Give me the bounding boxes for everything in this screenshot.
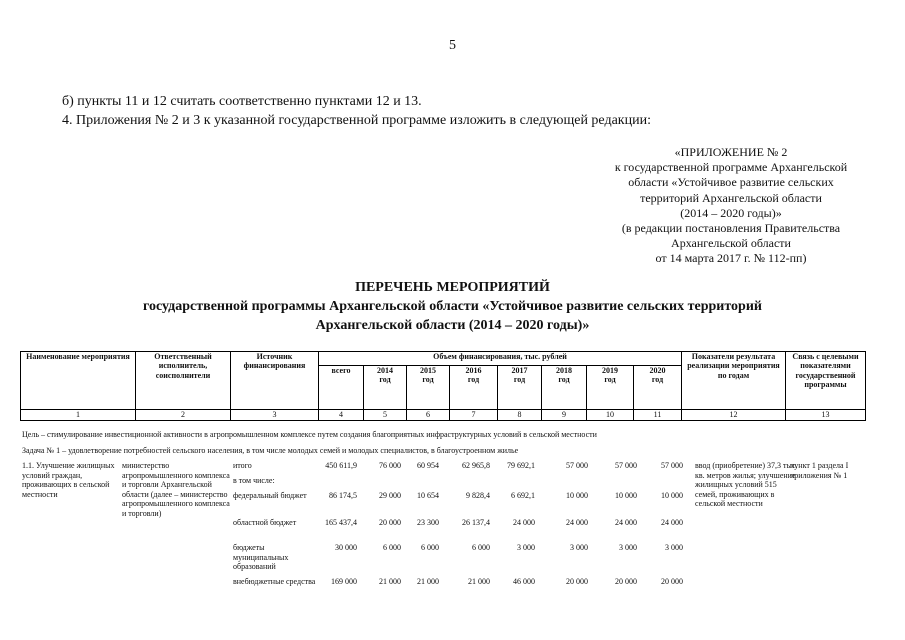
funding-source: в том числе: [233, 476, 275, 485]
funding-value: 169 000 [331, 577, 357, 586]
header-link: Связь с целевыми показателями государственной программы [786, 352, 866, 410]
funding-value: 20 000 [615, 577, 637, 586]
funding-value: 3 000 [517, 543, 535, 552]
funding-value: 10 654 [417, 491, 439, 500]
goal-line: Цель – стимулирование инвестиционной активности в агропромышленном комплексе путем создания благоприятных инфраструктурных условий в сельской местности [22, 430, 597, 439]
funding-value: 21 000 [379, 577, 401, 586]
appendix-line: «ПРИЛОЖЕНИЕ № 2 [674, 145, 788, 159]
appendix-line: от 14 марта 2017 г. № 112-пп) [655, 251, 807, 266]
paragraph-subitem-b: б) пункты 11 и 12 считать соответственно пунктами 12 и 13. [62, 94, 422, 109]
funding-value: 21 000 [468, 577, 490, 586]
column-number: 8 [498, 410, 542, 421]
column-number: 11 [634, 410, 682, 421]
funding-value: 21 000 [417, 577, 439, 586]
appendix-line: Архангельской области [671, 236, 791, 251]
header-source: Источник финансирования [231, 352, 319, 410]
column-number: 12 [682, 410, 786, 421]
funding-value: 24 000 [566, 518, 588, 527]
funding-value: 9 828,4 [466, 491, 490, 500]
column-number: 5 [364, 410, 407, 421]
funding-value: 57 000 [615, 461, 637, 470]
header-year: 2016 год [450, 366, 498, 410]
funding-value: 24 000 [661, 518, 683, 527]
funding-value: 57 000 [661, 461, 683, 470]
funding-value: 10 000 [566, 491, 588, 500]
funding-value: 3 000 [665, 543, 683, 552]
funding-value: 20 000 [379, 518, 401, 527]
funding-value: 24 000 [615, 518, 637, 527]
title-line: Архангельской области (2014 – 2020 годы)» [315, 318, 590, 333]
header-funding: Объем финансирования, тыс. рублей [319, 352, 682, 366]
task-line: Задача № 1 – удовлетворение потребностей сельского населения, в том числе молодых семей и молодых специалистов, в благоустроенном жилье [22, 446, 519, 455]
funding-value: 60 954 [417, 461, 439, 470]
header-year: 2019 год [587, 366, 634, 410]
funding-value: 57 000 [566, 461, 588, 470]
header-year: 2018 год [542, 366, 587, 410]
activities-table-header [20, 351, 866, 421]
appendix-line: (в редакции постановления Правительства [621, 221, 841, 236]
funding-value: 6 000 [472, 543, 490, 552]
title-line: ПЕРЕЧЕНЬ МЕРОПРИЯТИЙ [355, 280, 550, 295]
funding-row [22, 491, 722, 521]
column-number: 13 [786, 410, 866, 421]
column-number: 1 [21, 410, 136, 421]
funding-value: 76 000 [379, 461, 401, 470]
header-year: 2015 год [407, 366, 450, 410]
document-title [0, 278, 905, 335]
funding-value: 86 174,5 [329, 491, 357, 500]
funding-value: 26 137,4 [462, 518, 490, 527]
funding-value: 3 000 [619, 543, 637, 552]
funding-source: внебюджетные средства [233, 577, 316, 586]
funding-value: 20 000 [566, 577, 588, 586]
funding-source: федеральный бюджет [233, 491, 307, 500]
funding-value: 6 000 [383, 543, 401, 552]
funding-source: итого [233, 461, 252, 470]
funding-value: 46 000 [513, 577, 535, 586]
column-number: 3 [231, 410, 319, 421]
appendix-line: области «Устойчивое развитие сельских [628, 175, 834, 190]
funding-source: бюджеты муниципальных образований [233, 543, 289, 572]
appendix-line: (2014 – 2020 годы)» [680, 205, 782, 220]
funding-value: 24 000 [513, 518, 535, 527]
activity-name: 1.1. Улучшение жилищных условий граждан, проживающих в сельской местности [22, 461, 115, 499]
column-number: 2 [136, 410, 231, 421]
page-number: 5 [449, 38, 456, 53]
header-responsible: Ответственный исполнитель, соисполнители [136, 352, 231, 410]
appendix-line: к государственной программе Архангельской [614, 160, 848, 175]
appendix-line: территорий Архангельской области [640, 190, 822, 205]
paragraph-item-4: 4. Приложения № 2 и 3 к указанной государственной программе изложить в следующей редакции: [62, 113, 651, 128]
funding-source: областной бюджет [233, 518, 297, 527]
funding-value: 6 692,1 [511, 491, 535, 500]
funding-row [22, 577, 722, 607]
title-line: государственной программы Архангельской области «Устойчивое развитие сельских территорий [143, 299, 762, 314]
funding-value: 79 692,1 [507, 461, 535, 470]
funding-value: 29 000 [379, 491, 401, 500]
header-total: всего [319, 366, 364, 410]
activity-responsible: министерство агропромышленного комплекса и торговли Архангельской области (далее – министерство агропромышленного комплекса и торговли) [122, 461, 230, 518]
funding-value: 10 000 [615, 491, 637, 500]
appendix-heading [560, 145, 902, 267]
funding-value: 6 000 [421, 543, 439, 552]
header-year: 2020 год [634, 366, 682, 410]
header-year: 2017 год [498, 366, 542, 410]
activity-link: пункт 1 раздела I приложения № 1 [790, 461, 849, 480]
column-number: 9 [542, 410, 587, 421]
header-name: Наименование мероприятия [21, 352, 136, 410]
column-number: 10 [587, 410, 634, 421]
column-number: 6 [407, 410, 450, 421]
funding-value: 20 000 [661, 577, 683, 586]
column-number: 7 [450, 410, 498, 421]
funding-value: 62 965,8 [462, 461, 490, 470]
column-number: 4 [319, 410, 364, 421]
funding-value: 10 000 [661, 491, 683, 500]
funding-value: 3 000 [570, 543, 588, 552]
header-indicators: Показатели результата реализации мероприятия по годам [682, 352, 786, 410]
funding-value: 23 300 [417, 518, 439, 527]
funding-value: 450 611,9 [325, 461, 357, 470]
activity-indicators: ввод (приобретение) 37,3 тыс. кв. метров жилья; улучшение жилищных условий 515 семей, проживающих в сельской местности [695, 461, 798, 509]
funding-value: 165 437,4 [325, 518, 357, 527]
header-year: 2014 год [364, 366, 407, 410]
funding-value: 30 000 [335, 543, 357, 552]
